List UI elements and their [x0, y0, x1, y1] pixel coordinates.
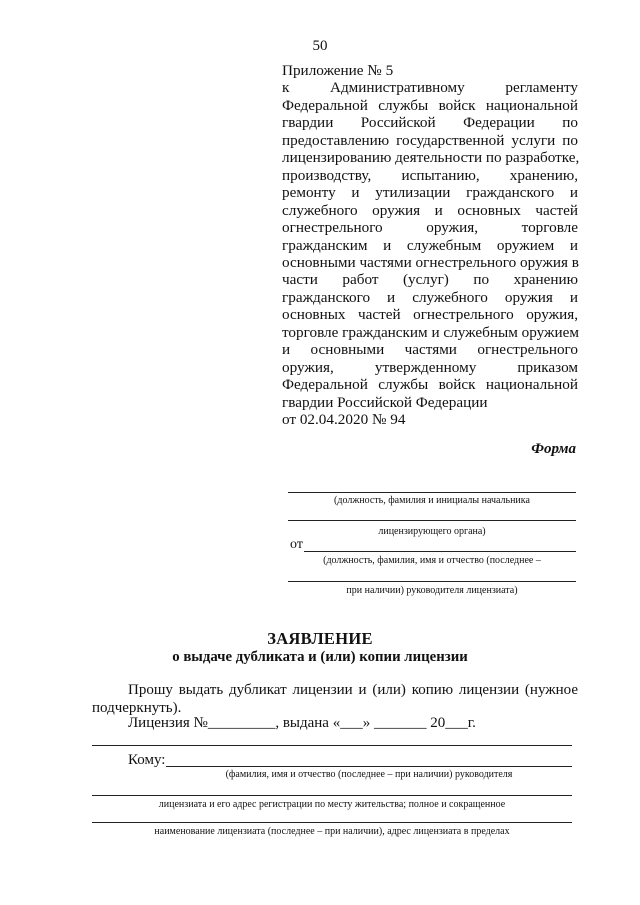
appendix-line: к Административному регламенту [282, 79, 578, 97]
appendix-line: Федеральной службы войск национальной [282, 376, 578, 394]
recipient-caption: лицензиата и его адрес регистрации по месту жительства; полное и сокращенное [158, 799, 506, 810]
appendix-line: Федеральной службы войск национальной [282, 96, 578, 114]
from-caption: при наличии) руководителя лицензиата) [346, 585, 518, 596]
blank-line [92, 745, 572, 746]
appendix-line: служебного оружия и основных частей [282, 201, 578, 219]
appendix-line: части работ (услуг) по хранению [282, 271, 578, 289]
appendix-line: основных частей огнестрельного оружия, [282, 306, 578, 324]
form-label: Форма [531, 441, 576, 457]
recipient-caption: наименование лицензиата (последнее – при наличии), адрес лицензиата в пределах [154, 826, 510, 837]
page-number: 50 [312, 38, 328, 54]
recipient-label: Кому: [128, 752, 166, 768]
addressee-line-1 [288, 492, 576, 493]
request-line: подчеркнуть). [92, 700, 182, 716]
from-line-2 [288, 581, 576, 582]
recipient-line [166, 766, 572, 767]
appendix-line: оружия, утвержденному приказом [282, 358, 578, 376]
license-line: Лицензия №_________, выдана «___» _______ 20___г. [128, 715, 476, 731]
document-title: ЗАЯВЛЕНИЕ [267, 629, 373, 648]
appendix-line: гражданским и служебным оружием и [282, 236, 578, 254]
appendix-line: огнестрельного оружия, торговле [282, 219, 578, 237]
document-subtitle: о выдаче дубликата и (или) копии лицензии [172, 649, 468, 665]
recipient-caption: (фамилия, имя и отчество (последнее – при наличии) руководителя [225, 769, 513, 780]
addressee-line-2 [288, 520, 576, 521]
from-label: от [290, 537, 303, 552]
appendix-line: от 02.04.2020 № 94 [282, 411, 406, 429]
appendix-line: и основными частями огнестрельного [282, 341, 578, 359]
appendix-line: торговле гражданским и служебным оружием [282, 323, 579, 341]
appendix-header [282, 62, 578, 429]
appendix-line: производству, испытанию, хранению, [282, 166, 578, 184]
addressee-caption: (должность, фамилия и инициалы начальника [334, 495, 530, 506]
appendix-line: гражданского и служебного оружия и [282, 288, 578, 306]
request-line: Прошу выдать дубликат лицензии и (или) копию лицензии (нужное [128, 682, 578, 698]
addressee-caption: лицензирующего органа) [378, 526, 486, 537]
from-line [304, 551, 576, 552]
request-paragraph [92, 681, 578, 717]
recipient-line-2 [92, 795, 572, 796]
appendix-line: ремонту и утилизации гражданского и [282, 184, 578, 202]
appendix-line: основными частями огнестрельного оружия в [282, 253, 579, 271]
appendix-line: гвардии Российской Федерации [282, 393, 488, 411]
from-caption: (должность, фамилия, имя и отчество (последнее – [323, 555, 541, 566]
appendix-line: гвардии Российской Федерации по [282, 114, 578, 132]
recipient-line-3 [92, 822, 572, 823]
appendix-line: лицензированию деятельности по разработке, [282, 149, 580, 167]
appendix-line: Приложение № 5 [282, 62, 394, 79]
appendix-line: предоставлению государственной услуги по [282, 131, 578, 149]
